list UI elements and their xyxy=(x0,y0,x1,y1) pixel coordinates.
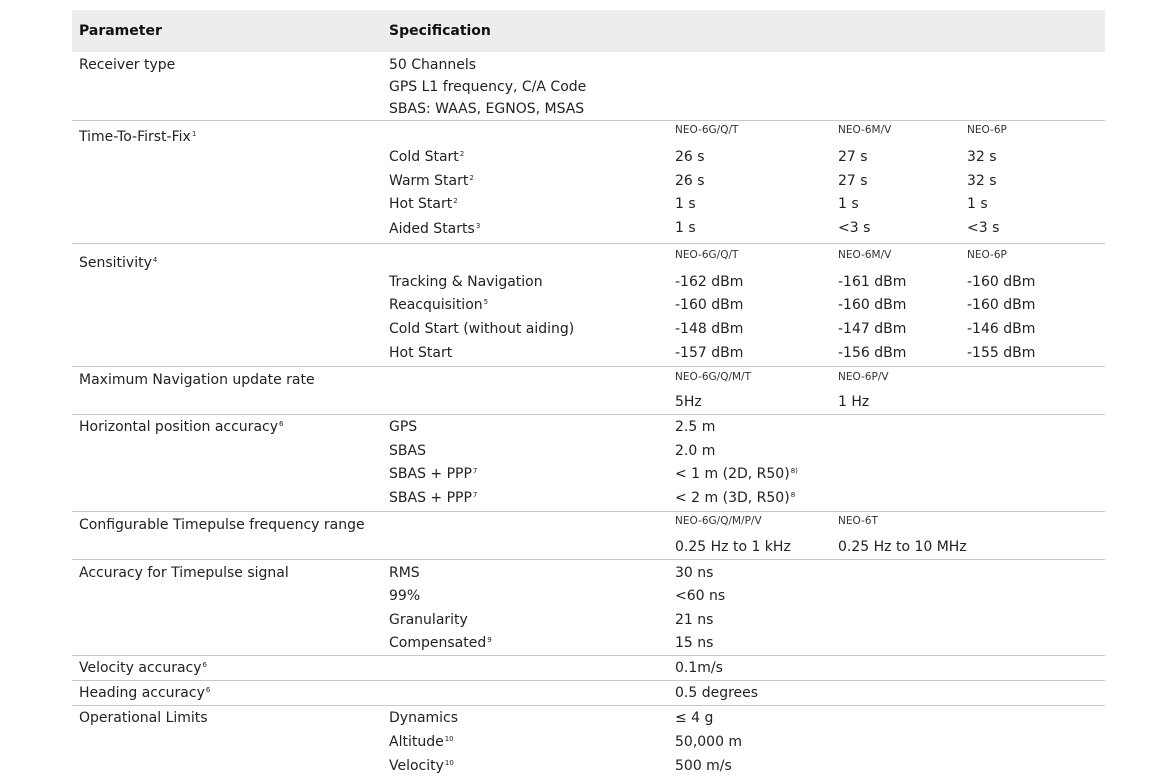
sub-param: SBAS xyxy=(389,443,426,459)
value-cell: 1 s xyxy=(967,196,988,212)
sub-param: Granularity xyxy=(389,612,468,628)
value-cell: 27 s xyxy=(838,173,868,189)
header-specification: Specification xyxy=(389,23,491,39)
row-velocity-accuracy xyxy=(72,656,1105,681)
sub-param: Compensated$^9$ xyxy=(389,635,492,651)
sub-param: Cold Start$^2$ xyxy=(389,149,465,165)
value-cell: < 2 m (3D, R50)$^8$ xyxy=(675,490,796,506)
param-label: Configurable Timepulse frequency range xyxy=(79,517,365,533)
sub-param: GPS xyxy=(389,419,418,435)
table-header xyxy=(72,10,1105,52)
value-cell: -156 dBm xyxy=(838,345,907,361)
sub-param: Reacquisition$^5$ xyxy=(389,297,489,313)
param-label: Velocity accuracy$^6$ xyxy=(79,660,208,676)
row-receiver-type xyxy=(72,52,1105,121)
value-cell: -146 dBm xyxy=(967,321,1036,337)
model-col-header: NEO-6T xyxy=(838,515,878,527)
model-col-header: NEO-6G/Q/T xyxy=(675,249,739,261)
value-cell: -160 dBm xyxy=(675,297,744,313)
value-cell: -147 dBm xyxy=(838,321,907,337)
row-timepulse-frequency xyxy=(72,512,1105,560)
value-cell: 27 s xyxy=(838,149,868,165)
value-cell: < 1 m (2D, R50)$^{8)}$ xyxy=(675,466,798,482)
sub-param: Hot Start xyxy=(389,345,453,361)
sub-param: Tracking & Navigation xyxy=(389,274,543,290)
value-cell: <60 ns xyxy=(675,588,726,604)
row-heading-accuracy xyxy=(72,681,1105,706)
model-col-header: NEO-6M/V xyxy=(838,249,892,261)
model-col-header: NEO-6M/V xyxy=(838,124,892,136)
value-cell: 32 s xyxy=(967,173,997,189)
value-cell: <3 s xyxy=(838,220,871,236)
row-horizontal-accuracy xyxy=(72,415,1105,512)
value-cell: 50,000 m xyxy=(675,734,743,750)
sub-param: Hot Start$^2$ xyxy=(389,196,458,212)
param-label: Heading accuracy$^6$ xyxy=(79,685,211,701)
value-cell: <3 s xyxy=(967,220,1000,236)
sub-param: Dynamics xyxy=(389,710,459,726)
value-cell: -160 dBm xyxy=(838,297,907,313)
spec-table xyxy=(72,10,1105,780)
param-label: Operational Limits xyxy=(79,710,208,726)
value-cell: 500 m/s xyxy=(675,758,732,774)
row-nav-update-rate xyxy=(72,367,1105,415)
value-cell: 1 s xyxy=(675,196,696,212)
sub-param: 99% xyxy=(389,588,421,604)
value-cell: 1 s xyxy=(838,196,859,212)
value-cell: -162 dBm xyxy=(675,274,744,290)
value-cell: 0.1m/s xyxy=(675,660,723,676)
model-col-header: NEO-6G/Q/M/P/V xyxy=(675,515,762,527)
value-cell: 1 s xyxy=(675,220,696,236)
value-cell: 26 s xyxy=(675,149,705,165)
param-label: Accuracy for Timepulse signal xyxy=(79,565,289,581)
sub-param: Aided Starts$^3$ xyxy=(389,221,481,237)
sub-param: Warm Start$^2$ xyxy=(389,173,474,189)
value-cell: -161 dBm xyxy=(838,274,907,290)
value-cell: -155 dBm xyxy=(967,345,1036,361)
spec-line: GPS L1 frequency, C/A Code xyxy=(389,79,587,95)
value-cell: -148 dBm xyxy=(675,321,744,337)
value-cell: 0.25 Hz to 10 MHz xyxy=(838,539,967,555)
value-cell: 1 Hz xyxy=(838,394,870,410)
param-label: Sensitivity$^4$ xyxy=(79,255,158,271)
param-label: Horizontal position accuracy$^6$ xyxy=(79,419,284,435)
sub-param: SBAS + $PPP^7$ xyxy=(389,466,478,482)
row-ttff xyxy=(72,121,1105,244)
value-cell: 15 ns xyxy=(675,635,714,651)
sub-param: Altitude$^{10}$ xyxy=(389,734,454,750)
value-cell: 30 ns xyxy=(675,565,714,581)
sub-param: Cold Start (without aiding) xyxy=(389,321,575,337)
param-label: Maximum Navigation update rate xyxy=(79,372,315,388)
value-cell: -160 dBm xyxy=(967,274,1036,290)
spec-line: SBAS: WAAS, EGNOS, MSAS xyxy=(389,101,585,117)
value-cell: -160 dBm xyxy=(967,297,1036,313)
sub-param: RMS xyxy=(389,565,420,581)
sub-param: Velocity$^{10}$ xyxy=(389,758,454,774)
value-cell: 32 s xyxy=(967,149,997,165)
model-col-header: NEO-6G/Q/T xyxy=(675,124,739,136)
value-cell: 26 s xyxy=(675,173,705,189)
model-col-header: NEO-6P xyxy=(967,124,1007,136)
value-cell: 21 ns xyxy=(675,612,714,628)
value-cell: ≤ 4 g xyxy=(675,710,714,726)
value-cell: 2.5 m xyxy=(675,419,716,435)
row-timepulse-accuracy xyxy=(72,560,1105,656)
row-operational-limits xyxy=(72,706,1105,780)
value-cell: 2.0 m xyxy=(675,443,716,459)
model-col-header: NEO-6P xyxy=(967,249,1007,261)
sub-param: SBAS + $PPP^7$ xyxy=(389,490,478,506)
row-sensitivity xyxy=(72,244,1105,367)
model-col-header: NEO-6G/Q/M/T xyxy=(675,371,752,383)
model-col-header: NEO-6P/V xyxy=(838,371,889,383)
header-parameter: Parameter xyxy=(79,23,162,39)
value-cell: 0.5 degrees xyxy=(675,685,759,701)
value-cell: 0.25 Hz to 1 kHz xyxy=(675,539,791,555)
value-cell: 5Hz xyxy=(675,394,702,410)
spec-line: 50 Channels xyxy=(389,57,477,73)
param-label: Receiver type xyxy=(79,57,176,73)
param-label: Time-To-First-Fix$^1$ xyxy=(79,129,197,145)
value-cell: -157 dBm xyxy=(675,345,744,361)
